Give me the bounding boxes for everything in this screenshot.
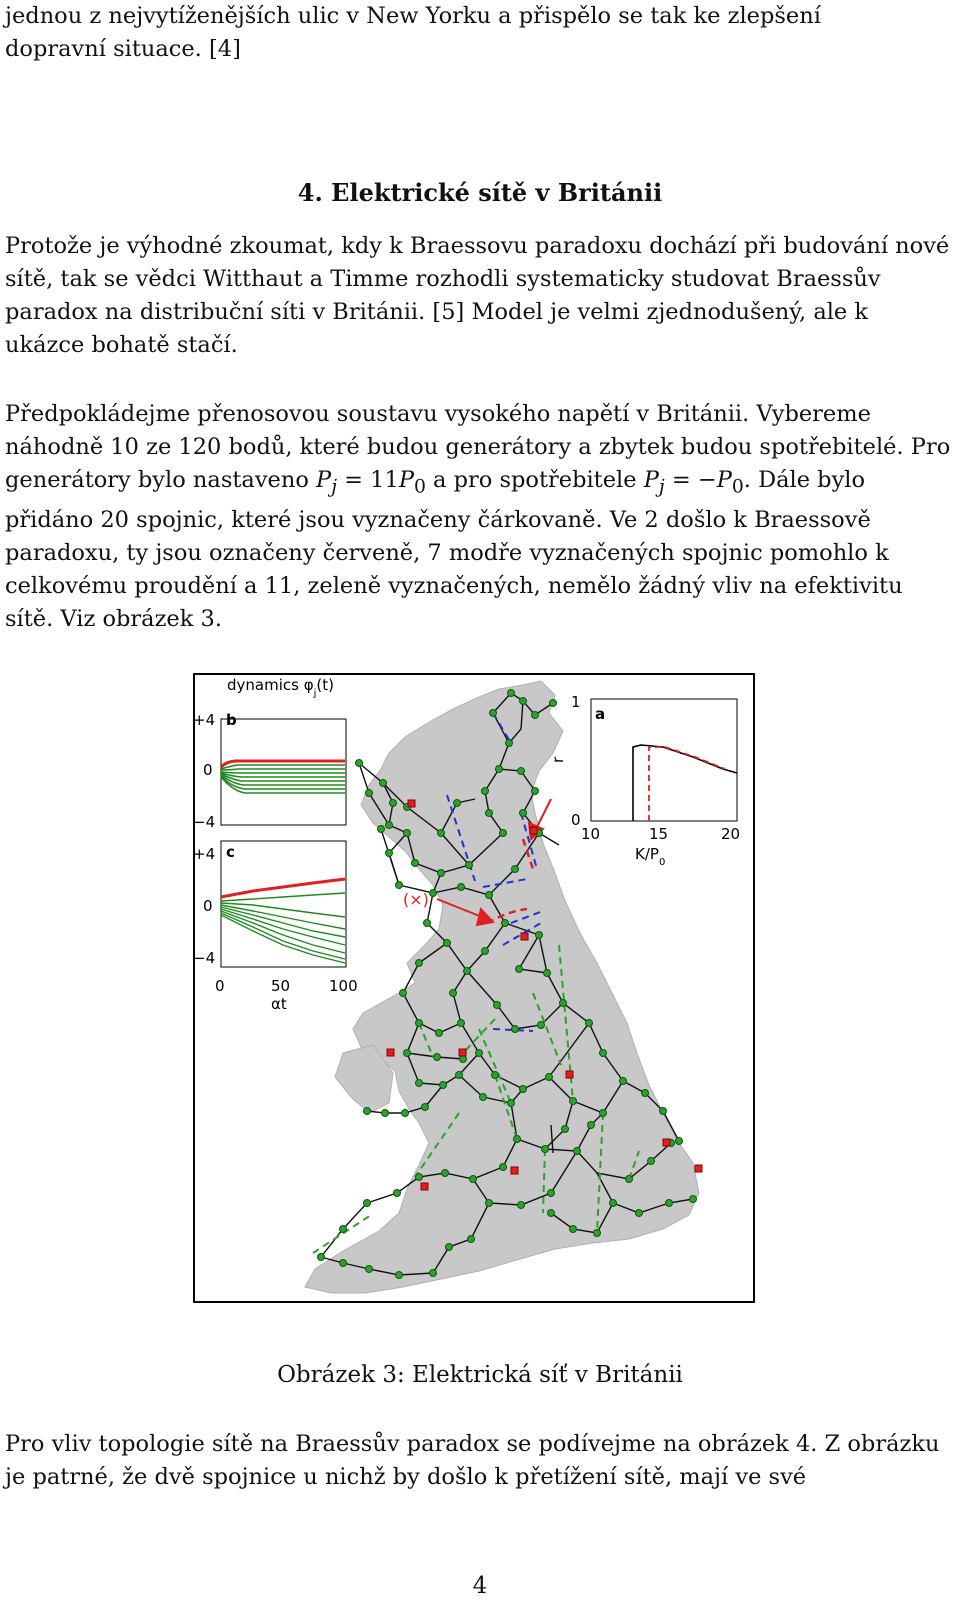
eq2-p-sub: 0	[731, 476, 744, 498]
panel-c-ytick-3: −4	[193, 949, 216, 967]
annotation-label: (×)	[403, 890, 429, 909]
eq1-p-sub: 0	[413, 476, 426, 498]
panel-a-xlabel: $K/P_0$	[635, 845, 666, 868]
panel-c-ytick-2: 0	[203, 897, 213, 915]
panel-a-ytick-1: 1	[571, 693, 581, 711]
eq2-p: P	[716, 467, 732, 493]
eq2-mid: = −	[664, 467, 717, 493]
intro-line-2: dopravní situace. [4]	[5, 36, 241, 62]
panel-c-xlabel: αt	[271, 995, 287, 1013]
page-number: 4	[472, 1573, 488, 1599]
panel-a-xtick-3: 20	[721, 825, 741, 843]
panel-c-xtick-3: 100	[329, 977, 358, 995]
section-heading: 4. Elektrické sítě v Británii	[297, 178, 663, 207]
paragraph-3: Pro vliv topologie sítě na Braessův paradox se podívejme na obrázek 4. Z obrázku je patrné, že dvě spojnice u nichž by došlo k přetížení sítě, mají ve své	[5, 1431, 940, 1490]
paragraph-2-part-3: . Dále bylo přidáno 20 spojnic, které jsou vyznačeny čárkovaně. Ve 2 došlo k Braessově paradoxu, ty jsou označeny červeně, 7 modře vyznačených spojnic pomohlo k celkovému proudění a 11, zeleně vyznačených, nemělo žádný vliv na efektivitu sítě. Viz obrázek 3.	[5, 467, 903, 632]
figure-britain-grid	[193, 673, 755, 1303]
panel-a-letter: a	[595, 705, 606, 723]
panel-a-xtick-1: 10	[581, 825, 601, 843]
panel-c-letter: c	[226, 843, 235, 861]
eq1-p: P	[398, 467, 414, 493]
panel-b-title: dynamics $\varphi_j(t)$	[227, 676, 334, 699]
panel-c-xtick-1: 0	[215, 977, 225, 995]
figure-svg	[193, 673, 755, 1303]
paragraph-2-part-1: Předpokládejme přenosovou soustavu vysokého napětí v Británii. Vybereme náhodně 10 ze 120 bodů, které budou generátory a zbytek budou spotřebitelé. Pro generátory bylo nastaveno	[5, 401, 951, 493]
panel-c-xtick-2: 50	[271, 977, 291, 995]
panel-b-ytick-1: +4	[193, 711, 216, 729]
panel-b-frame	[221, 719, 346, 825]
paragraph-2	[5, 398, 952, 636]
panel-a-ylabel: r	[549, 756, 567, 763]
panel-b-ytick-2: 0	[203, 761, 213, 779]
panel-a-frame	[591, 699, 737, 821]
eq1-lhs: P	[316, 467, 332, 493]
intro-line-1: jednou z nejvytíženějších ulic v New Yorku a přispělo se tak ke zlepšení	[5, 3, 821, 29]
eq1-sub: j	[331, 476, 338, 498]
panel-b-letter: b	[226, 711, 237, 729]
paragraph-1: Protože je výhodné zkoumat, kdy k Braessovu paradoxu dochází při budování nové sítě, tak se vědci Witthaut a Timme rozhodli systematicky studovat Braessův paradox na distribuční síti v Británii. [5] Model je velmi zjednodušený, ale k ukázce bohatě stačí.	[5, 233, 950, 358]
paragraph-2-part-2: a pro spotřebitele	[425, 467, 644, 493]
panel-c-ytick-1: +4	[193, 845, 216, 863]
intro-text	[5, 0, 952, 66]
panel-a-xtick-2: 15	[649, 825, 669, 843]
eq1-mid: = 11	[337, 467, 399, 493]
panel-b-ytick-3: −4	[193, 813, 216, 831]
eq2-lhs: P	[643, 467, 659, 493]
panel-a-ytick-2: 0	[571, 811, 581, 829]
figure-caption: Obrázek 3: Elektrická síť v Británii	[277, 1362, 683, 1388]
eq2-sub: j	[658, 476, 665, 498]
